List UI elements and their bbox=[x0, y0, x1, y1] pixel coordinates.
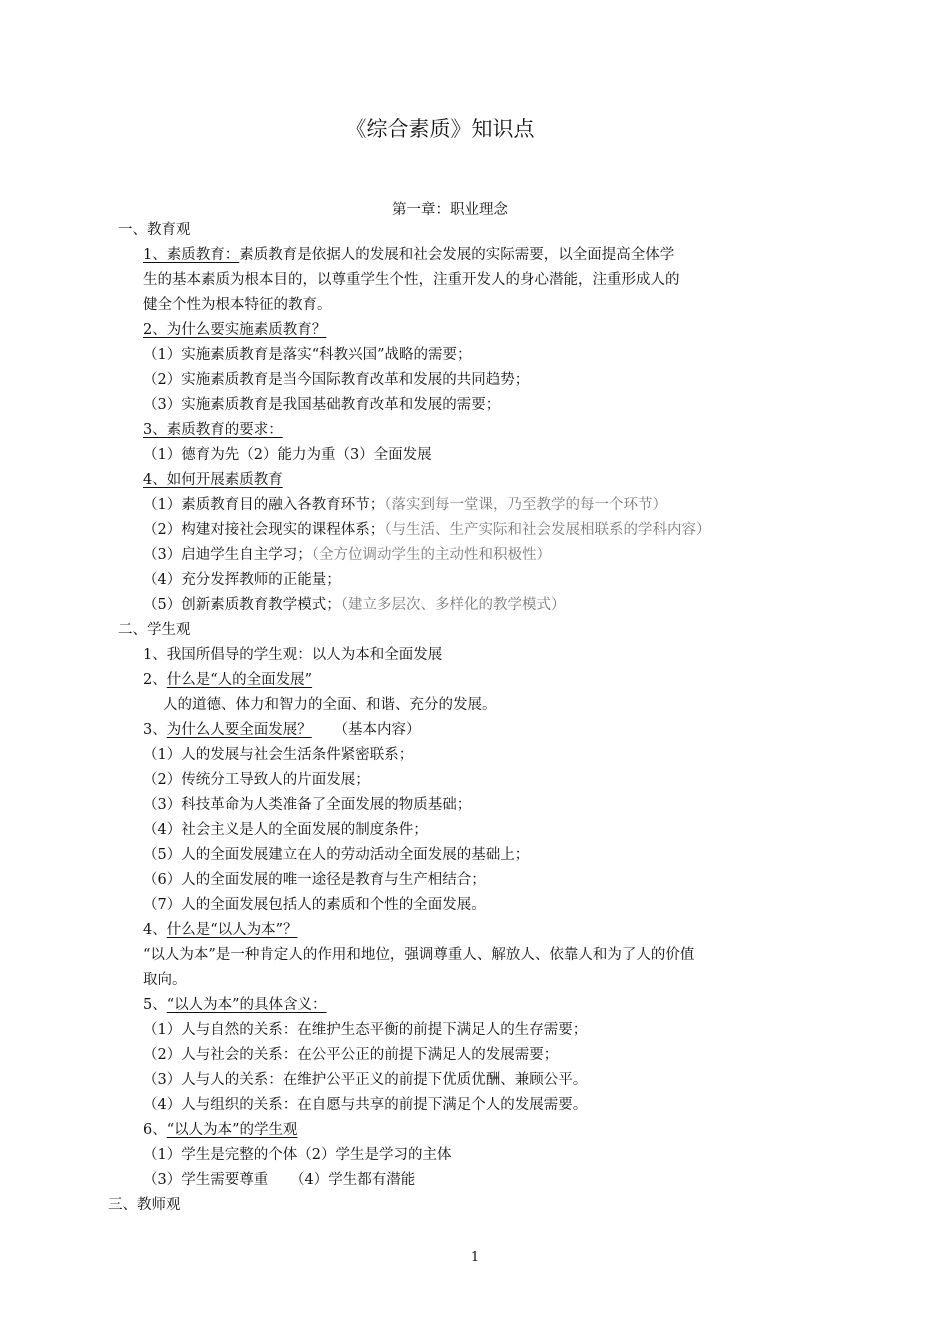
text-line bbox=[143, 520, 710, 540]
text-line bbox=[143, 295, 332, 315]
text-line bbox=[143, 470, 283, 490]
text-line bbox=[118, 620, 191, 640]
text-segment: （与生活、生产实际和社会发展相联系的学科内容） bbox=[384, 522, 711, 538]
text-line bbox=[143, 1070, 587, 1090]
text-segment: （基本内容） bbox=[311, 722, 421, 738]
text-segment: 4、 bbox=[143, 922, 167, 938]
text-segment: 1、素质教育： bbox=[143, 247, 240, 263]
text-segment: （3）科技革命为人类准备了全面发展的物质基础； bbox=[143, 797, 472, 813]
document-title: 《综合素质》知识点 bbox=[345, 117, 535, 141]
text-segment: （落实到每一堂课，乃至教学的每一个环节） bbox=[384, 497, 667, 513]
text-line bbox=[143, 370, 529, 390]
text-line bbox=[143, 420, 283, 440]
text-segment: （7）人的全面发展包括人的素质和个性的全面发展。 bbox=[143, 897, 486, 913]
text-line bbox=[143, 645, 442, 665]
text-segment: 取向。 bbox=[143, 972, 187, 988]
chapter-heading: 第一章：职业理念 bbox=[392, 202, 508, 218]
text-segment: （1）实施素质教育是落实“科教兴国”战略的需要； bbox=[143, 347, 472, 363]
text-line bbox=[143, 345, 472, 365]
text-segment: 素质教育是依据人的发展和社会发展的实际需要，以全面提高全体学 bbox=[239, 247, 675, 263]
text-segment: 3、 bbox=[143, 722, 167, 738]
text-segment: 一、教育观 bbox=[118, 222, 191, 238]
text-line bbox=[143, 395, 500, 415]
text-segment: （4）充分发挥教师的正能量； bbox=[143, 572, 341, 588]
text-line bbox=[143, 245, 674, 265]
text-segment: （2）构建对接社会现实的课程体系； bbox=[143, 522, 385, 538]
text-line bbox=[143, 845, 529, 865]
text-line bbox=[143, 670, 312, 690]
text-segment: （1）德育为先（2）能力为重（3）全面发展 bbox=[143, 447, 432, 463]
text-segment: 2、 bbox=[143, 672, 167, 688]
text-line bbox=[143, 570, 341, 590]
text-line bbox=[143, 320, 326, 340]
text-line bbox=[143, 445, 432, 465]
text-segment: （3）实施素质教育是我国基础教育改革和发展的需要； bbox=[143, 397, 501, 413]
text-segment: 什么是“人的全面发展” bbox=[166, 672, 313, 688]
text-line bbox=[143, 1145, 451, 1165]
text-line bbox=[143, 270, 680, 290]
text-segment: 生的基本素质为根本目的，以尊重学生个性，注重开发人的身心潜能，注重形成人的 bbox=[143, 272, 680, 288]
text-segment: （1）人的发展与社会生活条件紧密联系； bbox=[143, 747, 414, 763]
text-segment: “以人为本”的学生观 bbox=[166, 1122, 298, 1138]
text-segment: 5、 bbox=[143, 997, 167, 1013]
text-segment: 三、教师观 bbox=[108, 1197, 181, 1213]
text-segment: 1、我国所倡导的学生观：以人为本和全面发展 bbox=[143, 647, 443, 663]
text-line bbox=[143, 1120, 298, 1140]
text-segment: 二、学生观 bbox=[118, 622, 191, 638]
text-segment: （5）创新素质教育教学模式； bbox=[143, 597, 341, 613]
text-segment: “以人为本”是一种肯定人的作用和地位，强调尊重人、解放人、依靠人和为了人的价值 bbox=[143, 947, 695, 963]
text-line bbox=[143, 995, 327, 1015]
text-line bbox=[143, 895, 486, 915]
text-segment: （1）素质教育目的融入各教育环节； bbox=[143, 497, 385, 513]
text-segment: （6）人的全面发展的唯一途径是教育与生产相结合； bbox=[143, 872, 486, 888]
text-line bbox=[118, 220, 191, 240]
page-number: 1 bbox=[470, 1250, 480, 1265]
text-segment: （5）人的全面发展建立在人的劳动活动全面发展的基础上； bbox=[143, 847, 530, 863]
text-segment: （2）实施素质教育是当今国际教育改革和发展的共同趋势； bbox=[143, 372, 530, 388]
text-segment: （3）学生需要尊重 （4）学生都有潜能 bbox=[143, 1172, 416, 1188]
text-segment: （1）学生是完整的个体（2）学生是学习的主体 bbox=[143, 1147, 452, 1163]
text-segment: （1）人与自然的关系：在维护生态平衡的前提下满足人的生存需要； bbox=[143, 1022, 588, 1038]
text-line bbox=[143, 1170, 415, 1190]
text-segment: 4、如何开展素质教育 bbox=[143, 472, 283, 488]
text-segment: （建立多层次、多样化的教学模式） bbox=[340, 597, 566, 613]
text-line bbox=[143, 920, 298, 940]
text-line bbox=[163, 695, 497, 715]
text-segment: 3、素质教育的要求： bbox=[143, 422, 283, 438]
text-segment: （2）传统分工导致人的片面发展； bbox=[143, 772, 370, 788]
text-segment: 什么是“以人为本”？ bbox=[166, 922, 298, 938]
text-line bbox=[108, 1195, 181, 1215]
text-segment: 健全个性为根本特征的教育。 bbox=[143, 297, 332, 313]
text-line bbox=[143, 1045, 558, 1065]
text-line bbox=[143, 595, 565, 615]
text-segment: （2）人与社会的关系：在公平公正的前提下满足人的发展需要； bbox=[143, 1047, 559, 1063]
text-segment: 2、为什么要实施素质教育？ bbox=[143, 322, 327, 338]
text-line bbox=[143, 495, 667, 515]
text-line bbox=[143, 745, 413, 765]
text-segment: 为什么人要全面发展？ bbox=[166, 722, 312, 738]
text-segment: 人的道德、体力和智力的全面、和谐、充分的发展。 bbox=[163, 697, 497, 713]
text-segment: （3）启迪学生自主学习； bbox=[143, 547, 312, 563]
text-line bbox=[143, 820, 428, 840]
text-line bbox=[143, 870, 486, 890]
text-segment: “以人为本”的具体含义： bbox=[166, 997, 327, 1013]
text-line bbox=[143, 945, 694, 965]
text-line bbox=[143, 770, 370, 790]
text-line bbox=[143, 720, 420, 740]
text-line bbox=[143, 1095, 587, 1115]
text-line bbox=[143, 545, 551, 565]
text-segment: （4）社会主义是人的全面发展的制度条件； bbox=[143, 822, 428, 838]
text-line bbox=[143, 1020, 587, 1040]
text-segment: （全方位调动学生的主动性和积极性） bbox=[311, 547, 551, 563]
text-segment: （3）人与人的关系：在维护公平正义的前提下优质优酬、兼顾公平。 bbox=[143, 1072, 588, 1088]
text-segment: 6、 bbox=[143, 1122, 167, 1138]
text-segment: （4）人与组织的关系：在自愿与共享的前提下满足个人的发展需要。 bbox=[143, 1097, 588, 1113]
text-line bbox=[143, 970, 187, 990]
text-line bbox=[143, 795, 471, 815]
